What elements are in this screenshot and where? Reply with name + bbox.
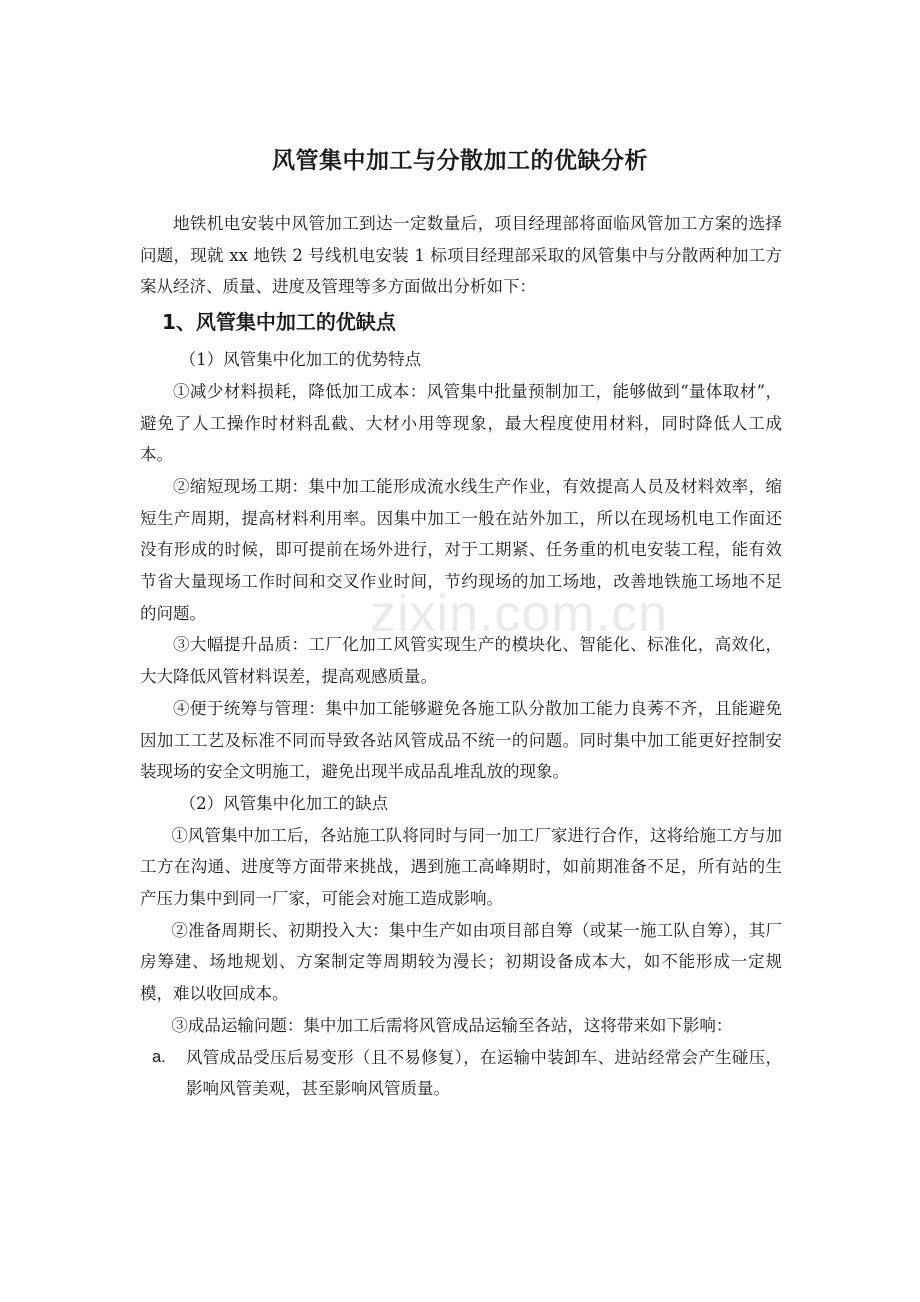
advantage-paragraph: ③大幅提升品质：工厂化加工风管实现生产的模块化、智能化、标准化，高效化，大大降低风管材料误差，提高观感质量。 bbox=[140, 635, 782, 687]
list-item bbox=[140, 1042, 782, 1105]
disadvantage-paragraph: ②准备周期长、初期投入大：集中生产如由项目部自筹（或某一施工队自筹），其厂房筹建、场地规划、方案制定等周期较为漫长；初期设备成本大，如不能形成一定规模，难以收回成本。 bbox=[140, 920, 782, 1004]
disadvantage-paragraph: ①风管集中加工后，各站施工队将同时与同一加工厂家进行合作，这将给施工方与加工方在沟通、进度等方面带来挑战，遇到施工高峰期时，如前期准备不足，所有站的生产压力集中到同一厂家，可能会对施工造成影响。 bbox=[140, 825, 782, 909]
intro-paragraph: 地铁机电安装中风管加工到达一定数量后，项目经理部将面临风管加工方案的选择问题，现就 xx 地铁 2 号线机电安装 1 标项目经理部采取的风管集中与分散两种加工方案从经济、质量、进度及管理等多方面做出分析如下： bbox=[140, 214, 782, 297]
watermark: zixin.com.cn bbox=[370, 585, 669, 643]
subsection-heading-disadvantages: （2）风管集中化加工的缺点 bbox=[179, 793, 389, 813]
document-title: 风管集中加工与分散加工的优缺分析 bbox=[272, 148, 648, 174]
list-item-text: 风管成品受压后易变形（且不易修复），在运输中装卸车、进站经常会产生碰压，影响风管美观，甚至影响风管质量。 bbox=[186, 1047, 782, 1099]
subsection-heading-advantages: （1）风管集中化加工的优势特点 bbox=[179, 350, 422, 370]
disadvantage-paragraph: ③成品运输问题：集中加工后需将风管成品运输至各站，这将带来如下影响： bbox=[171, 1015, 733, 1035]
section-heading: 1、风管集中加工的优缺点 bbox=[162, 310, 396, 335]
advantage-paragraph: ④便于统筹与管理：集中加工能够避免各施工队分散加工能力良莠不齐，且能避免因加工工艺及标准不同而导致各站风管成品不统一的问题。同时集中加工能更好控制安装现场的安全文明施工，避免出现半成品乱堆乱放的现象。 bbox=[140, 698, 782, 782]
document-body bbox=[140, 208, 782, 1105]
advantage-paragraph: ①减少材料损耗，降低加工成本：风管集中批量预制加工，能够做到“量体取材”，避免了人工操作时材料乱截、大材小用等现象，最大程度使用材料，同时降低人工成本。 bbox=[140, 381, 782, 465]
list-marker: a. bbox=[152, 1047, 166, 1066]
advantage-paragraph: ②缩短现场工期：集中加工能形成流水线生产作业，有效提高人员及材料效率，缩短生产周期，提高材料利用率。因集中加工一般在站外加工，所以在现场机电工作面还没有形成的时候，即可提前在场外进行，对于工期紧、任务重的机电安装工程，能有效节省大量现场工作时间和交叉作业时间，节约现场的加工场地，改善地铁施工场地不足的问题。 bbox=[140, 476, 782, 623]
